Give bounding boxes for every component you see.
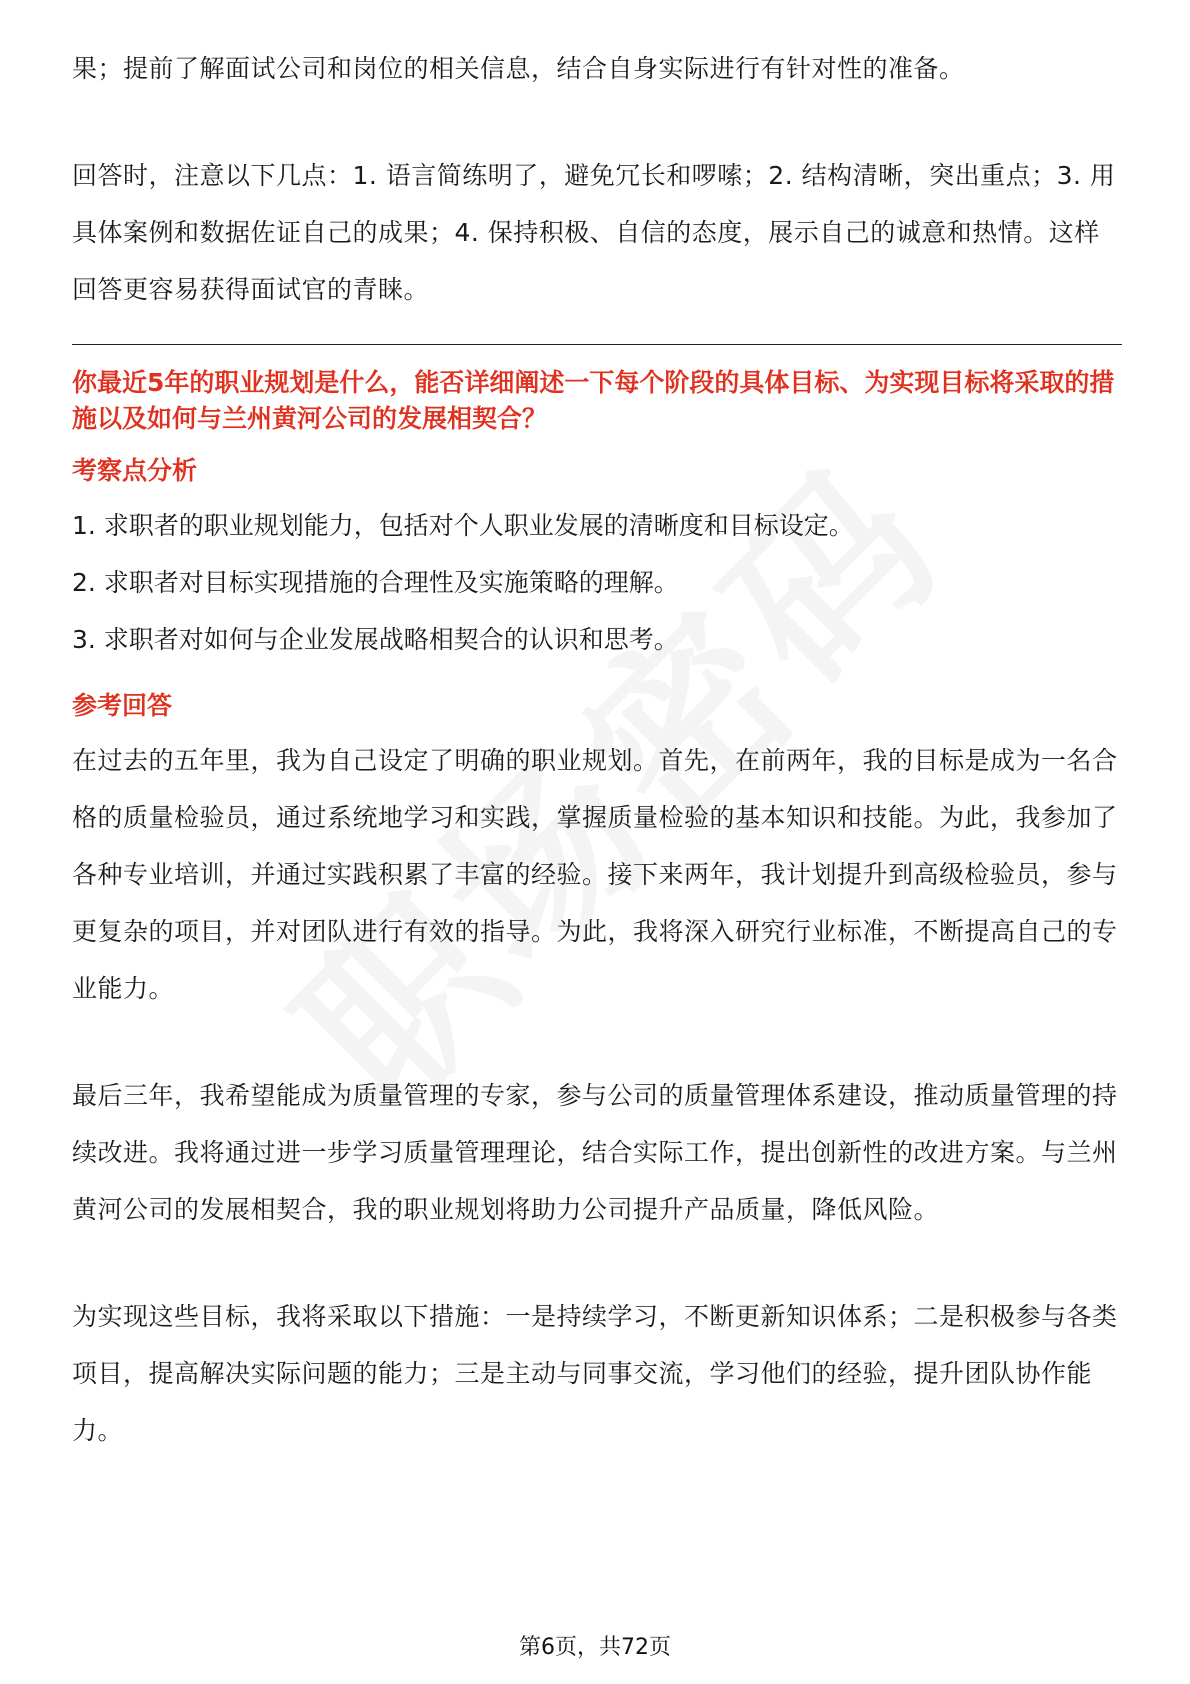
paragraph-answer-tips: 回答时，注意以下几点：1. 语言简练明了，避免冗长和啰嗦；2. 结构清晰，突出重点；3. 用具体案例和数据佐证自己的成果；4. 保持积极、自信的态度，展示自己的诚意和热情。这样回答更容易获得面试官的青睐。 [72, 161, 1116, 304]
analysis-item: 3. 求职者对如何与企业发展战略相契合的认识和思考。 [72, 625, 679, 654]
page-number: 第6页，共72页 [519, 1635, 671, 1660]
spacer [72, 97, 1122, 147]
analysis-item: 1. 求职者的职业规划能力，包括对个人职业发展的清晰度和目标设定。 [72, 511, 854, 540]
analysis-title: 考察点分析 [72, 456, 198, 485]
spacer [72, 1017, 1122, 1067]
page-content [72, 40, 1122, 1459]
analysis-item: 2. 求职者对目标实现措施的合理性及实施策略的理解。 [72, 568, 679, 597]
answer-paragraph: 在过去的五年里，我为自己设定了明确的职业规划。首先，在前两年，我的目标是成为一名合格的质量检验员，通过系统地学习和实践，掌握质量检验的基本知识和技能。为此，我参加了各种专业培训，并通过实践积累了丰富的经验。接下来两年，我计划提升到高级检验员，参与更复杂的项目，并对团队进行有效的指导。为此，我将深入研究行业标准，不断提高自己的专业能力。 [72, 746, 1118, 1003]
paragraph-intro-end: 果；提前了解面试公司和岗位的相关信息，结合自身实际进行有针对性的准备。 [72, 54, 965, 83]
answer-paragraph: 最后三年，我希望能成为质量管理的专家，参与公司的质量管理体系建设，推动质量管理的持续改进。我将通过进一步学习质量管理理论，结合实际工作，提出创新性的改进方案。与兰州黄河公司的发展相契合，我的职业规划将助力公司提升产品质量，降低风险。 [72, 1081, 1118, 1224]
spacer [72, 1238, 1122, 1288]
section-divider [72, 344, 1122, 345]
question-heading: 你最近5年的职业规划是什么，能否详细阐述一下每个阶段的具体目标、为实现目标将采取的措施以及如何与兰州黄河公司的发展相契合？ [72, 368, 1115, 433]
answer-title: 参考回答 [72, 691, 173, 720]
answer-paragraph: 为实现这些目标，我将采取以下措施：一是持续学习，不断更新知识体系；二是积极参与各类项目，提高解决实际问题的能力；三是主动与同事交流，学习他们的经验，提升团队协作能力。 [72, 1302, 1118, 1445]
